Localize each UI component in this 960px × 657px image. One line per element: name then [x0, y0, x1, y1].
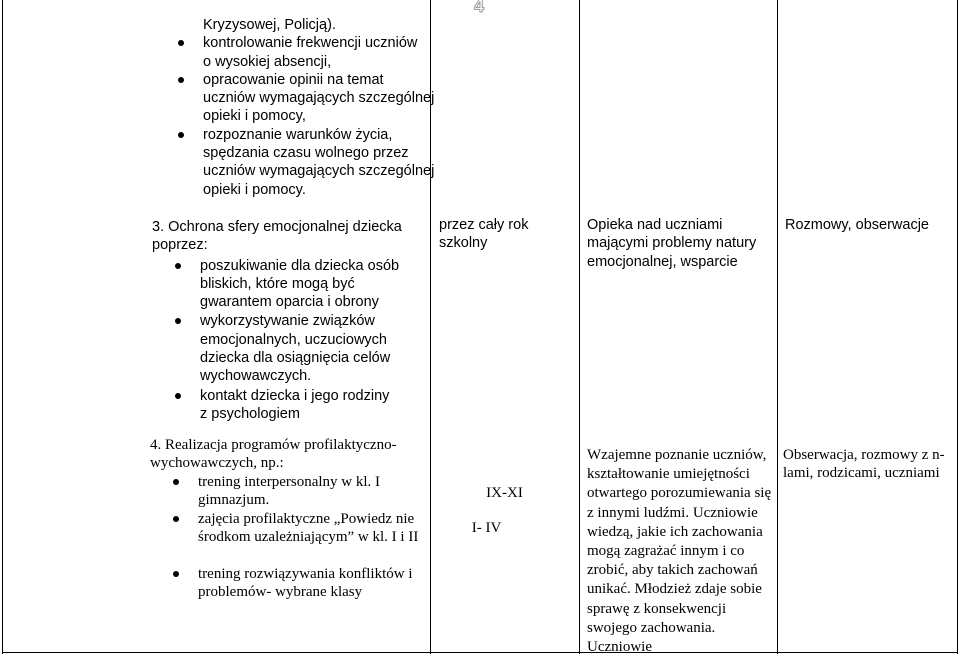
bullet-icon — [173, 516, 179, 522]
list-item: trening interpersonalny w kl. I gimnazjum. — [198, 473, 428, 510]
list-item: rozpoznanie warunków życia, spędzania czasu wolnego przez uczniów wymagających szczególnej opieki i pomocy. — [203, 126, 433, 199]
row3-heading: 4. Realizacja programów profilaktyczno-wychowawczych, np.: — [150, 437, 397, 472]
row3-col2 — [430, 484, 579, 538]
bullet-icon — [178, 132, 184, 138]
row3-col1 — [150, 436, 428, 601]
list-item: kontrolowanie frekwencji uczniów o wysokiej absencji, — [203, 34, 433, 71]
bullet-icon — [178, 77, 184, 83]
bullet-icon — [173, 571, 179, 577]
row2-col4: Rozmowy, obserwacje — [785, 217, 929, 233]
row3-col4: Obserwacja, rozmowy z n-lami, rodzicami, uczniami — [783, 447, 945, 482]
list-item: poszukiwanie dla dziecka osób bliskich, które mogą być gwarantem oparcia i obrony — [200, 257, 422, 312]
row2-col2: przez cały rok szkolny — [439, 217, 529, 252]
row2-heading: 3. Ochrona sfery emocjonalnej dziecka poprzez: — [152, 219, 402, 254]
bullet-icon — [173, 479, 179, 485]
row1-col1 — [203, 16, 433, 199]
table-border-left — [2, 0, 3, 654]
list-item: kontakt dziecka i jego rodziny z psychologiem — [200, 387, 422, 424]
table-border-col3 — [777, 0, 778, 654]
page-number: 4 — [474, 0, 486, 16]
row2-bullet-list — [200, 257, 422, 424]
row1-continuation-text: Kryzysowej, Policją). — [203, 17, 336, 33]
table-border-col2 — [579, 0, 580, 654]
row3-col2-line1: IX-XI — [486, 485, 523, 501]
list-item: zajęcia profilaktyczne „Powiedz nie środkom uzależniającym” w kl. I i II — [198, 510, 428, 547]
bullet-icon — [175, 393, 181, 399]
row2-col1 — [152, 218, 422, 423]
table-border-right — [957, 0, 958, 654]
list-item: opracowanie opinii na temat uczniów wymagających szczególnej opieki i pomocy, — [203, 71, 433, 126]
row1-bullet-list — [203, 34, 433, 199]
row3-col2-line2: I- IV — [471, 520, 502, 537]
list-item: trening rozwiązywania konfliktów i problemów- wybrane klasy — [198, 565, 428, 602]
table-border-bottom — [2, 652, 958, 653]
bullet-icon — [178, 40, 184, 46]
bullet-icon — [175, 263, 181, 269]
bullet-icon — [175, 318, 181, 324]
row2-col3: Opieka nad uczniami mającymi problemy natury emocjonalnej, wsparcie — [587, 217, 757, 270]
row3-col3: Wzajemne poznanie uczniów, kształtowanie umiejętności otwartego porozumiewania się z innymi ludźmi. Uczniowie wiedzą, jakie ich zachowania mogą zagrażać innym i co zrobić, aby takich zachowań unikać. Młodzież zdaje sobie sprawę z konsekwencji swojego zachowania. Uczniowie — [587, 447, 772, 656]
list-item: wykorzystywanie związków emocjonalnych, uczuciowych dziecka dla osiągnięcia celów wychowawczych. — [200, 312, 422, 385]
